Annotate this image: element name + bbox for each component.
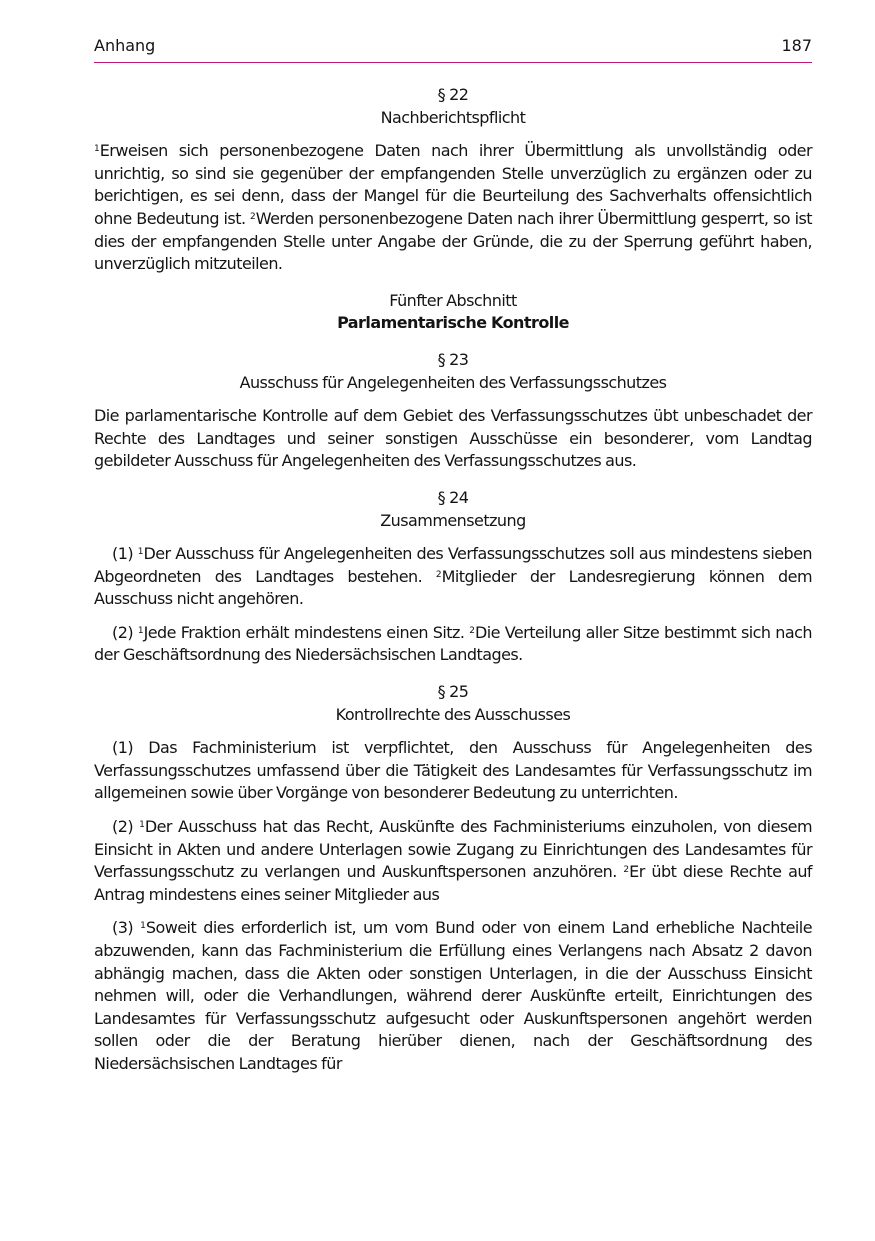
section-25-p2-sentence-1: Der Ausschuss hat das Recht, Auskünfte des Fachministeriums einzuholen, von diesem Einsicht in Akten und andere Unterlagen sowie Zugang zu Einrichtungen des Landesamtes für Verfassungsschutz zu verlangen und Auskunftspersonen anzuhören. xyxy=(94,817,812,882)
section-22-title: Nachberichtspflicht xyxy=(380,107,526,127)
sentence-marker: 1 xyxy=(139,820,145,831)
section-25-paragraph-1 xyxy=(94,737,812,805)
sentence-marker: 2 xyxy=(469,625,475,636)
section-24-title: Zusammensetzung xyxy=(380,510,526,530)
section-24-paragraph-2 xyxy=(94,622,812,667)
sentence-marker: 1 xyxy=(94,144,100,155)
paragraph-label: (1) xyxy=(112,544,134,564)
section-23-text: Die parlamentarische Kontrolle auf dem Gebiet des Verfassungsschutzes übt unbeschadet der Rechte des Landtages und seiner sonstigen Ausschüsse ein besonderer, vom Landtag gebildeter Ausschuss für Angelegenheiten des Verfassungsschutzes aus. xyxy=(94,406,812,471)
sentence-marker: 2 xyxy=(623,865,630,876)
section-25-number: § 25 xyxy=(437,682,469,702)
paragraph-label: (2) xyxy=(112,622,134,642)
paragraph-label: (2) xyxy=(112,817,134,837)
section-22-sentence-1: Erweisen sich personenbezogene Daten nach ihrer Übermittlung als unvollständig oder unrichtig, so sind sie gegenüber der empfangenden Stelle unverzüglich zu ergänzen oder zu berichtigen, es sei denn, dass der Mangel für die Beurteilung des Sachverhalts offensichtlich ohne Bedeutung ist. xyxy=(94,141,812,228)
section-24-p1-sentence-2: Mitglieder der Landesregierung können dem Ausschuss nicht angehören. xyxy=(94,566,812,609)
document-page xyxy=(94,0,812,1241)
section-25-p1-text: Das Fachministerium ist verpflichtet, den Ausschuss für Angelegenheiten des Verfassungsschutzes umfassend über die Tätigkeit des Landesamtes für Verfassungsschutz im allgemeinen sowie über Vorgänge von besonderer Bedeutung zu unterrichten. xyxy=(94,738,812,803)
page-number: 187 xyxy=(781,36,812,55)
chapter-title: Parlamentarische Kontrolle xyxy=(337,313,569,333)
section-22-number: § 22 xyxy=(437,85,469,104)
section-24-p1-sentence-1: Der Ausschuss für Angelegenheiten des Verfassungsschutzes soll aus mindestens sieben Abgeordneten des Landtages bestehen. xyxy=(94,544,812,586)
section-23-title: Ausschuss für Angelegenheiten des Verfassungsschutzes xyxy=(239,372,667,392)
section-24-number: § 24 xyxy=(437,487,469,507)
chapter-label: Fünfter Abschnitt xyxy=(389,290,517,310)
section-25-paragraph-2 xyxy=(94,816,812,906)
sentence-marker: 2 xyxy=(435,569,442,580)
section-24-p2-sentence-2: Die Verteilung aller Sitze bestimmt sich nach der Geschäftsordnung des Niedersächsischen Landtages. xyxy=(94,622,812,665)
paragraph-label: (1) xyxy=(112,738,134,758)
header-section-name: Anhang xyxy=(94,36,156,55)
section-22-text xyxy=(94,140,812,276)
sentence-marker: 2 xyxy=(250,211,256,222)
section-25-paragraph-3 xyxy=(94,917,812,1075)
section-25-p3-sentence-1: Soweit dies erforderlich ist, um vom Bund oder von einem Land erhebliche Nachteile abzuwenden, kann das Fachministerium die Erfüllung eines Verlangens nach Absatz 2 davon abhängig machen, dass die Akten oder sonstigen Unterlagen, in die der Ausschuss Einsicht nehmen will, oder die Verhandlungen, während derer Auskünfte erteilt, Einrichtungen des Landesamtes für Verfassungsschutz aufgesucht oder Auskunftspersonen angehört werden sollen oder die der Beratung hierüber dienen, nach der Geschäftsordnung des Niedersächsischen Landtages für xyxy=(94,918,812,1073)
section-25-p2-sentence-2: Er übt diese Rechte auf Antrag mindestens eines seiner Mitglieder aus xyxy=(94,862,812,904)
section-23-number: § 23 xyxy=(437,349,469,369)
sentence-marker: 1 xyxy=(137,625,144,636)
paragraph-label: (3) xyxy=(112,918,134,938)
section-24-paragraph-1 xyxy=(94,543,812,611)
sentence-marker: 1 xyxy=(140,921,146,932)
running-header xyxy=(94,32,812,63)
section-25-title: Kontrollrechte des Ausschusses xyxy=(335,704,571,724)
sentence-marker: 1 xyxy=(137,547,144,558)
section-24-p2-sentence-1: Jede Fraktion erhält mindestens einen Sitz. xyxy=(143,622,465,642)
page-body xyxy=(94,84,812,1076)
section-22-sentence-2: Werden personenbezogene Daten nach ihrer Übermittlung gesperrt, so ist dies der empfangenden Stelle unter Angabe der Gründe, die zu der Sperrung geführt haben, unverzüglich mitzuteilen. xyxy=(94,208,812,274)
